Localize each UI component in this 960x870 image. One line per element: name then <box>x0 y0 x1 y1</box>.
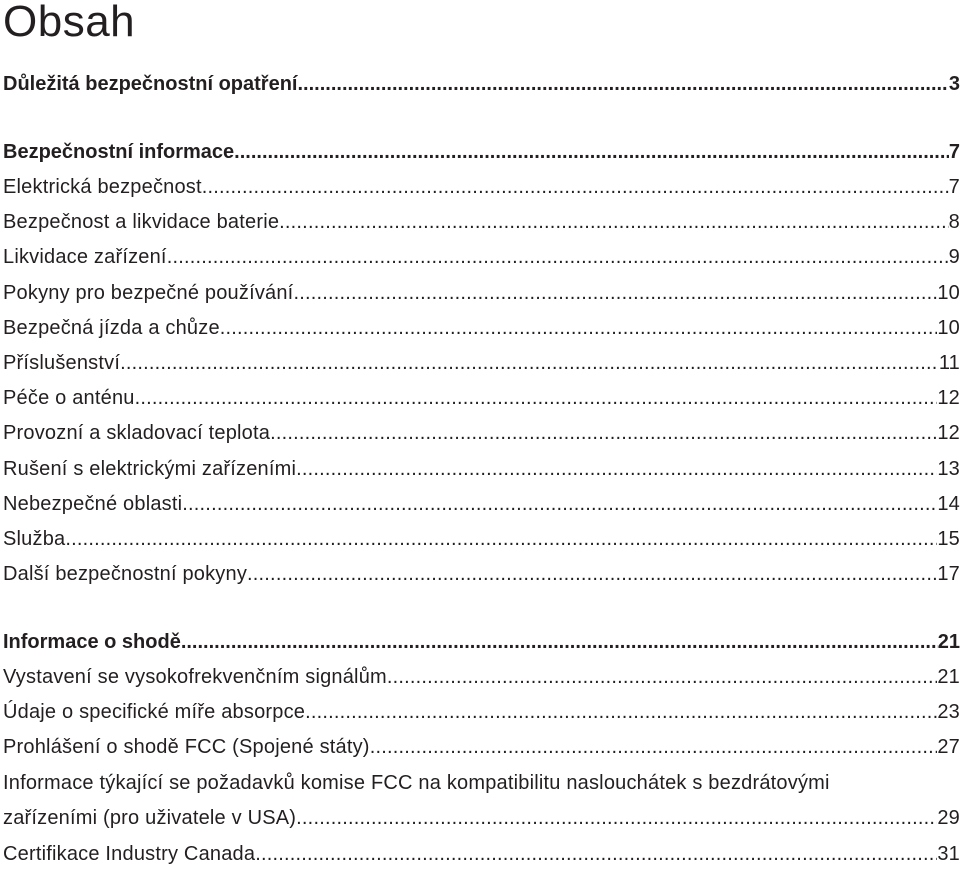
toc-page-number: 14 <box>937 493 960 515</box>
toc-entry-likvidace-zarizeni[interactable] <box>3 245 960 269</box>
toc-entry-label: Likvidace zařízení <box>3 246 167 268</box>
toc-page-number: 21 <box>937 631 960 653</box>
toc-entry-pece-o-antenu[interactable] <box>3 386 960 410</box>
toc-page-number: 27 <box>937 736 960 758</box>
toc-page-number: 31 <box>937 843 960 865</box>
toc-leader-dots <box>167 245 949 269</box>
toc-entry-label: Certifikace Industry Canada <box>3 843 256 865</box>
toc-leader-dots <box>293 281 937 305</box>
toc-leader-dots <box>255 842 937 866</box>
toc-entry-label: Péče o anténu <box>3 387 135 409</box>
toc-page-number: 8 <box>948 211 960 233</box>
toc-page-number: 7 <box>948 141 960 163</box>
toc-entry-label: Pokyny pro bezpečné používání <box>3 282 294 304</box>
toc-page-number: 11 <box>938 352 960 374</box>
toc-leader-dots <box>305 700 937 724</box>
toc-leader-dots <box>370 735 938 759</box>
toc-entry-label: Nebezpečné oblasti <box>3 493 183 515</box>
toc-entry-sluzba[interactable] <box>3 527 960 551</box>
toc-entry-label: Provozní a skladovací teplota <box>3 422 271 444</box>
toc-page-number: 21 <box>937 666 960 688</box>
toc-entry-bezpecna-jizda-a-chuze[interactable] <box>3 316 960 340</box>
toc-leader-dots <box>270 421 937 445</box>
toc-leader-dots <box>247 562 937 586</box>
toc-entry-label: Bezpečnostní informace <box>3 141 235 163</box>
toc-page-number: 10 <box>937 317 960 339</box>
toc-page-number: 15 <box>937 528 960 550</box>
toc-entry-vystaveni-vysokofrekvencnim-signalum[interactable] <box>3 665 960 689</box>
toc-entry-label: Důležitá bezpečnostní opatření <box>3 73 298 95</box>
toc-entry-label: Další bezpečnostní pokyny <box>3 563 248 585</box>
toc-entry-label: Prohlášení o shodě FCC (Spojené státy) <box>3 736 370 758</box>
toc-leader-dots <box>120 351 939 375</box>
toc-entry-certifikace-industry-canada[interactable] <box>3 842 960 866</box>
toc-entry-label: Bezpečnost a likvidace baterie <box>3 211 280 233</box>
toc-leader-dots <box>181 630 938 654</box>
toc-entry-label: Rušení s elektrickými zařízeními <box>3 458 297 480</box>
toc-entry-provozni-a-skladovaci-teplota[interactable] <box>3 421 960 445</box>
toc-entry-prohlaseni-o-shode-fcc[interactable] <box>3 735 960 759</box>
toc-entry-label: Vystavení se vysokofrekvenčním signálům <box>3 666 387 688</box>
toc-entry-elektricka-bezpecnost[interactable] <box>3 175 960 199</box>
toc-page-number: 17 <box>937 563 960 585</box>
toc-leader-dots <box>202 175 949 199</box>
toc-entry-prislusenstvi[interactable] <box>3 351 960 375</box>
toc-entry-label: Elektrická bezpečnost <box>3 176 202 198</box>
toc-leader-dots <box>65 527 937 551</box>
toc-leader-dots <box>234 140 949 164</box>
toc-entry-dulezita-bezpecnostni-opatreni[interactable] <box>3 72 960 96</box>
toc-page-number: 23 <box>937 701 960 723</box>
toc-leader-dots <box>296 457 937 481</box>
toc-entry-informace-fcc-naslouchatka[interactable] <box>3 771 960 830</box>
page-title: Obsah <box>3 0 136 46</box>
toc-entry-informace-o-shode[interactable] <box>3 630 960 654</box>
toc-page-number: 12 <box>937 387 960 409</box>
toc-page-number: 13 <box>937 458 960 480</box>
toc-leader-dots <box>297 72 948 96</box>
toc-leader-dots <box>387 665 937 689</box>
toc-page-number: 9 <box>948 246 960 268</box>
toc-leader-dots <box>182 492 937 516</box>
toc-leader-dots <box>279 210 949 234</box>
toc-page-number: 10 <box>937 282 960 304</box>
toc-page-number: 3 <box>948 73 960 95</box>
toc-entry-label: Bezpečná jízda a chůze <box>3 317 220 339</box>
toc-entry-label-line1: Informace týkající se požadavků komise FCC na kompatibilitu naslouchátek s bezdrátovými <box>3 772 830 794</box>
toc-entry-label: Údaje o specifické míře absorpce <box>3 701 306 723</box>
toc-entry-dalsi-bezpecnostni-pokyny[interactable] <box>3 562 960 586</box>
toc-page-number: 7 <box>948 176 960 198</box>
toc-entry-label: Informace o shodě <box>3 631 181 653</box>
toc-page-number: 29 <box>937 807 960 829</box>
toc-entry-label: Služba <box>3 528 66 550</box>
toc-entry-label: Příslušenství <box>3 352 121 374</box>
toc-page-number: 12 <box>937 422 960 444</box>
toc-entry-bezpecnostni-informace[interactable] <box>3 140 960 164</box>
toc-leader-dots <box>296 806 937 830</box>
toc-leader-dots <box>135 386 938 410</box>
toc-entry-bezpecnost-a-likvidace-baterie[interactable] <box>3 210 960 234</box>
toc-entry-pokyny-pro-bezpecne-pouzivani[interactable] <box>3 281 960 305</box>
toc-entry-label-line2: zařízeními (pro uživatele v USA) <box>3 807 297 829</box>
toc-entry-line2 <box>3 806 960 830</box>
toc-entry-nebezpecne-oblasti[interactable] <box>3 492 960 516</box>
toc-leader-dots <box>220 316 938 340</box>
toc-entry-ruseni-s-elektrickymi-zarizenimi[interactable] <box>3 457 960 481</box>
toc-entry-udaje-o-specificke-mire-absorpce[interactable] <box>3 700 960 724</box>
